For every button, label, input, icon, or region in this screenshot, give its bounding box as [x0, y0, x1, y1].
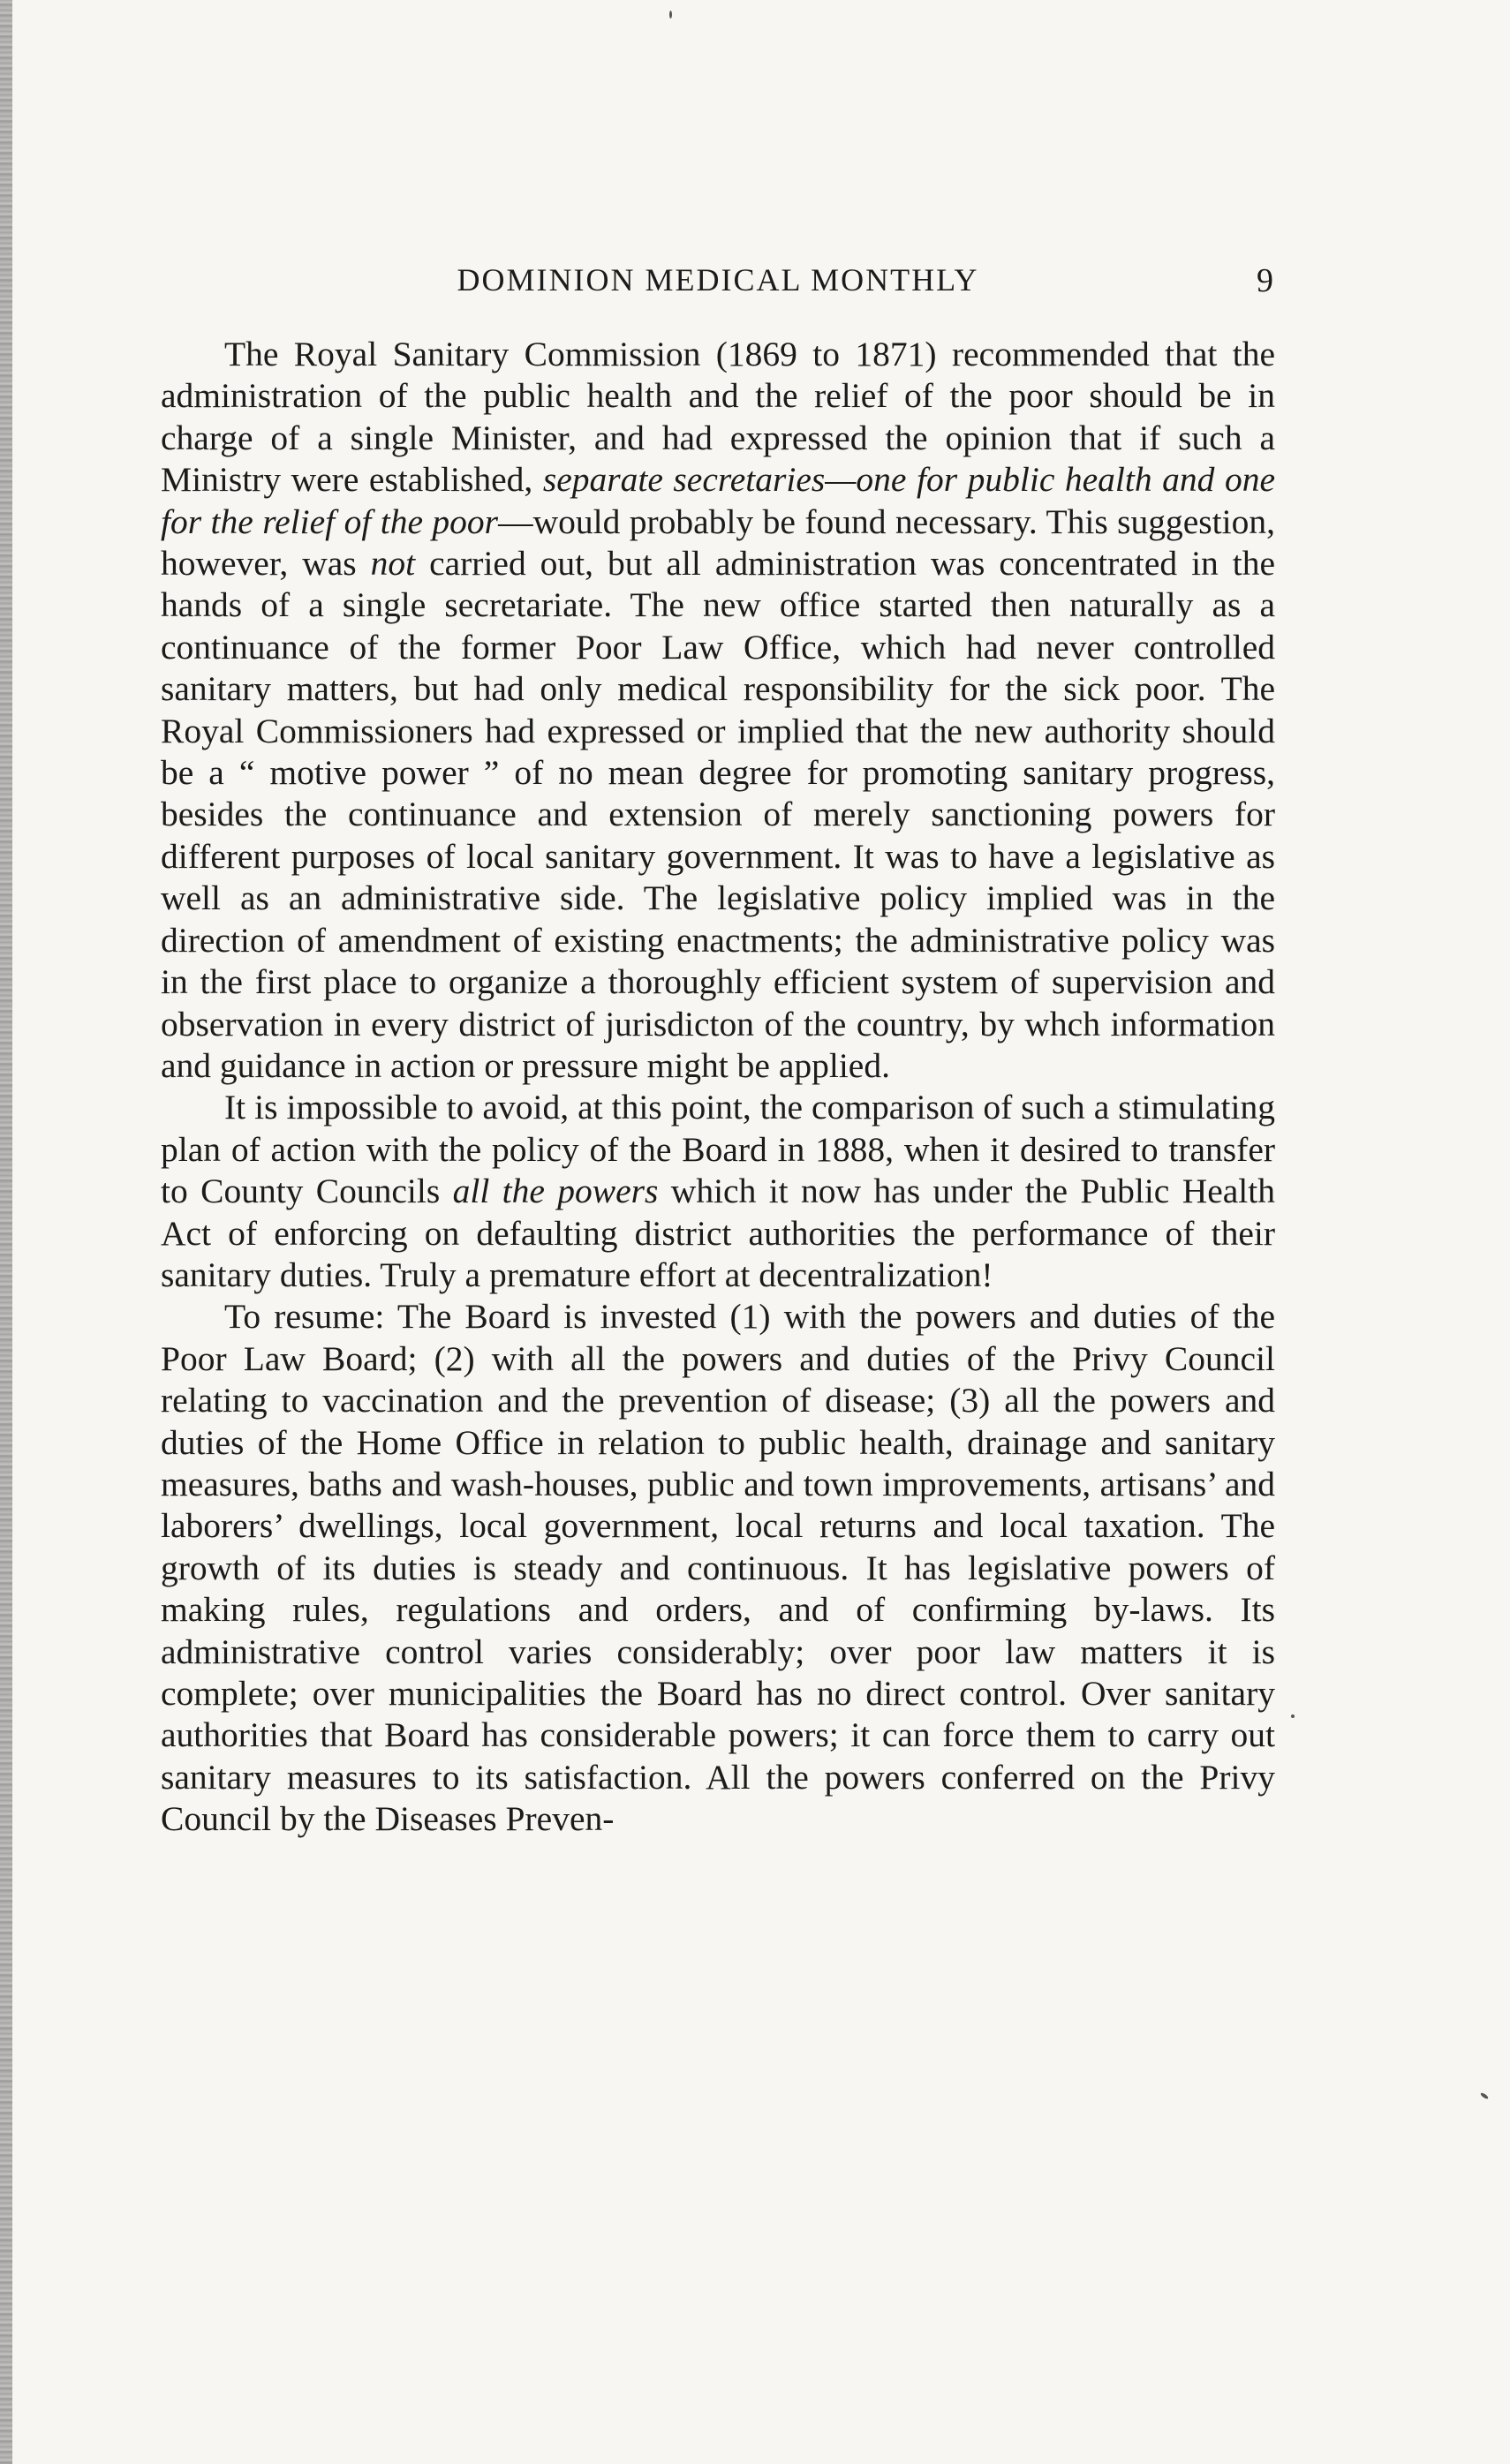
page-number: 9	[1257, 262, 1275, 299]
italic-text-run: all the powers	[452, 1172, 659, 1211]
italic-text-run: separate secretaries—one for public health and one for the relief of the poor	[161, 460, 1275, 541]
page-binding-edge	[0, 0, 12, 2464]
text-run: To resume: The Board is invested (1) with the powers and duties of the Poor Law Board; (2) with all the powers and duties of the Privy Council relating to vaccination and the prevention of disease; (3) all the powers and duties of the Home Office in relation to public health, drainage and sanitary measures, baths and wash-houses, public and town improvements, artisans’ and laborers’ dwellings, local government, local returns and local taxation. The growth of its duties is steady and continuous. It has legislative powers of making rules, regulations and orders, and of confirming by-laws. Its administrative control varies considerably; over poor law matters it is complete; over municipalities the Board has no direct control. Over sanitary authorities that Board has considerable powers; it can force them to carry out sanitary measures to its satisfaction. All the powers conferred on the Privy Council by the Diseases Preven-	[161, 1297, 1275, 1839]
text-run: which it now has under the Public Health Act of enforcing on defaulting district authorities the performance of their sanitary duties. Truly a premature effort at decentralization!	[161, 1172, 1275, 1294]
italic-text-run: not	[370, 544, 416, 584]
scan-speck	[1480, 2091, 1489, 2099]
page	[161, 261, 1275, 1841]
text-run: It is impossible to avoid, at this point, the comparison of such a stimulating plan of action with the policy of the Board in 1888, when it desired to transfer to County Councils	[161, 1088, 1275, 1211]
paragraph	[161, 1296, 1275, 1840]
text-run: The Royal Sanitary Commission (1869 to 1871) recommended that the administration of the public health and the relief of the poor should be in charge of a single Minister, and had expressed the opinion that if such a Ministry were established,	[161, 335, 1275, 500]
text-run: —would probably be found necessary. This suggestion, however, was	[161, 501, 1275, 584]
scan-speck	[669, 11, 672, 19]
scan-speck	[1291, 1714, 1295, 1718]
article-body	[161, 334, 1275, 1841]
paragraph	[161, 334, 1275, 1087]
text-run: carried out, but all administration was concentrated in the hands of a single secretariate. The new office started then naturally as a continuance of the former Poor Law Office, which had never controlled sanitary matters, but had only medical responsibility for the sick poor. The Royal Commissioners had expressed or implied that the new authority should be a “ motive power ” of no mean degree for promoting sanitary progress, besides the continuance and extension of merely sanctioning powers for different purposes of local sanitary government. It was to have a legislative as well as an administrative side. The legislative policy implied was in the direction of amendment of existing enactments; the administrative policy was in the first place to organize a thoroughly efficient system of supervision and observation in every district of jurisdicton of the country, by whch information and guidance in action or pressure might be applied.	[161, 544, 1276, 1085]
running-head	[161, 261, 1275, 314]
paragraph	[161, 1087, 1275, 1296]
journal-title: DOMINION MEDICAL MONTHLY	[457, 262, 979, 298]
